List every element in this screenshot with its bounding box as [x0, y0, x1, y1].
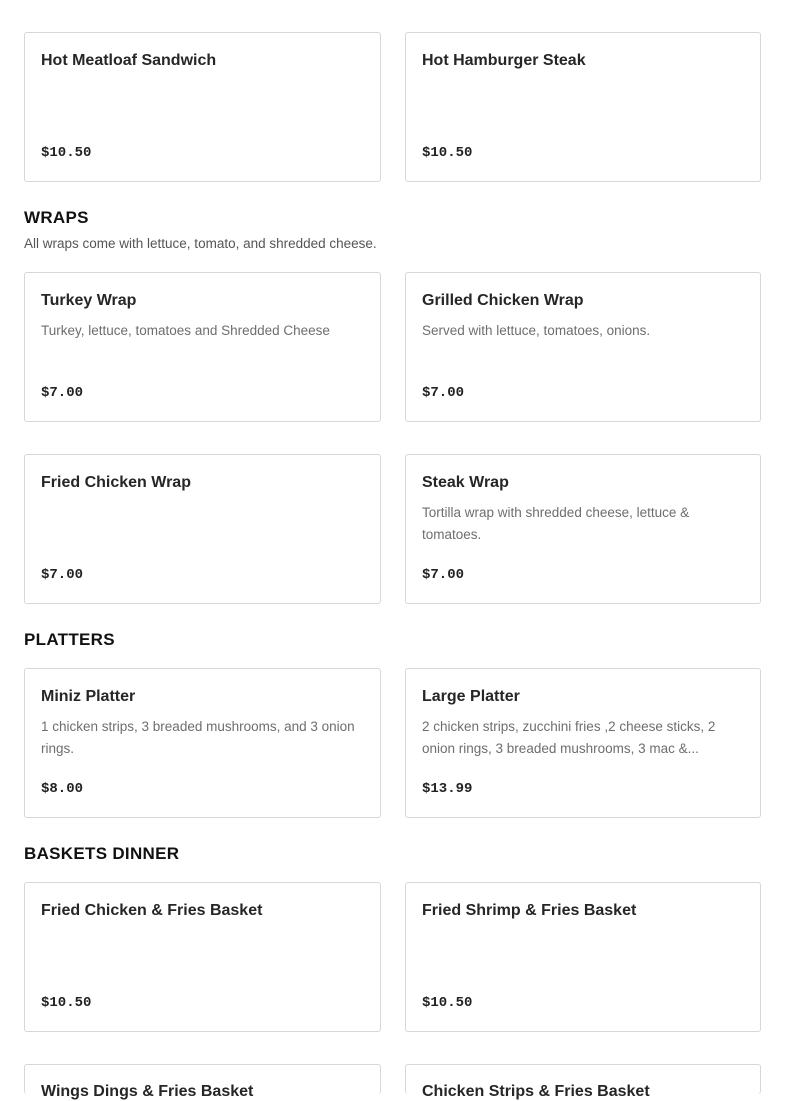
- menu-item-card[interactable]: [24, 1064, 381, 1100]
- item-price: $10.50: [41, 145, 92, 161]
- item-name: Steak Wrap: [422, 474, 509, 491]
- menu-item-card[interactable]: [405, 668, 761, 818]
- section-note-wraps: All wraps come with lettuce, tomato, and shredded cheese.: [24, 236, 377, 251]
- item-description: 2 chicken strips, zucchini fries ,2 cheese sticks, 2 onion rings, 3 breaded mushrooms, 3 mac &...: [422, 719, 716, 756]
- section-title-platters: PLATTERS: [24, 630, 115, 649]
- item-name: Turkey Wrap: [41, 292, 137, 309]
- item-description: 1 chicken strips, 3 breaded mushrooms, and 3 onion rings.: [41, 719, 355, 756]
- menu-item-card[interactable]: [405, 32, 761, 182]
- item-price: $7.00: [41, 567, 84, 583]
- item-name: Hot Meatloaf Sandwich: [41, 52, 217, 69]
- menu-item-card[interactable]: [24, 272, 381, 422]
- item-price: $10.50: [41, 995, 92, 1011]
- item-name: Grilled Chicken Wrap: [422, 292, 584, 309]
- item-name: Hot Hamburger Steak: [422, 52, 586, 69]
- item-price: $7.00: [422, 567, 465, 583]
- item-price: $7.00: [422, 385, 465, 401]
- item-description: Served with lettuce, tomatoes, onions.: [422, 323, 651, 338]
- item-price: $8.00: [41, 781, 84, 797]
- item-price: $10.50: [422, 995, 473, 1011]
- menu-item-card[interactable]: [24, 32, 381, 182]
- item-name: Large Platter: [422, 688, 520, 705]
- item-price: $13.99: [422, 781, 473, 797]
- item-name: Miniz Platter: [41, 688, 136, 705]
- menu-item-card[interactable]: [24, 668, 381, 818]
- menu-item-card[interactable]: [405, 882, 761, 1032]
- item-description: Turkey, lettuce, tomatoes and Shredded Cheese: [41, 323, 330, 338]
- item-price: $10.50: [422, 145, 473, 161]
- menu-item-card[interactable]: [405, 1064, 761, 1100]
- item-name: Chicken Strips & Fries Basket: [422, 1083, 650, 1100]
- item-name: Wings Dings & Fries Basket: [41, 1083, 254, 1100]
- item-name: Fried Chicken & Fries Basket: [41, 902, 263, 919]
- menu-item-card[interactable]: [24, 454, 381, 604]
- item-name: Fried Shrimp & Fries Basket: [422, 902, 637, 919]
- menu-item-card[interactable]: [405, 454, 761, 604]
- menu-item-card[interactable]: [24, 882, 381, 1032]
- item-name: Fried Chicken Wrap: [41, 474, 191, 491]
- section-title-baskets: BASKETS DINNER: [24, 844, 180, 863]
- menu-item-card[interactable]: [405, 272, 761, 422]
- item-description: Tortilla wrap with shredded cheese, lettuce & tomatoes.: [422, 505, 690, 542]
- item-price: $7.00: [41, 385, 84, 401]
- section-title-wraps: WRAPS: [24, 208, 89, 227]
